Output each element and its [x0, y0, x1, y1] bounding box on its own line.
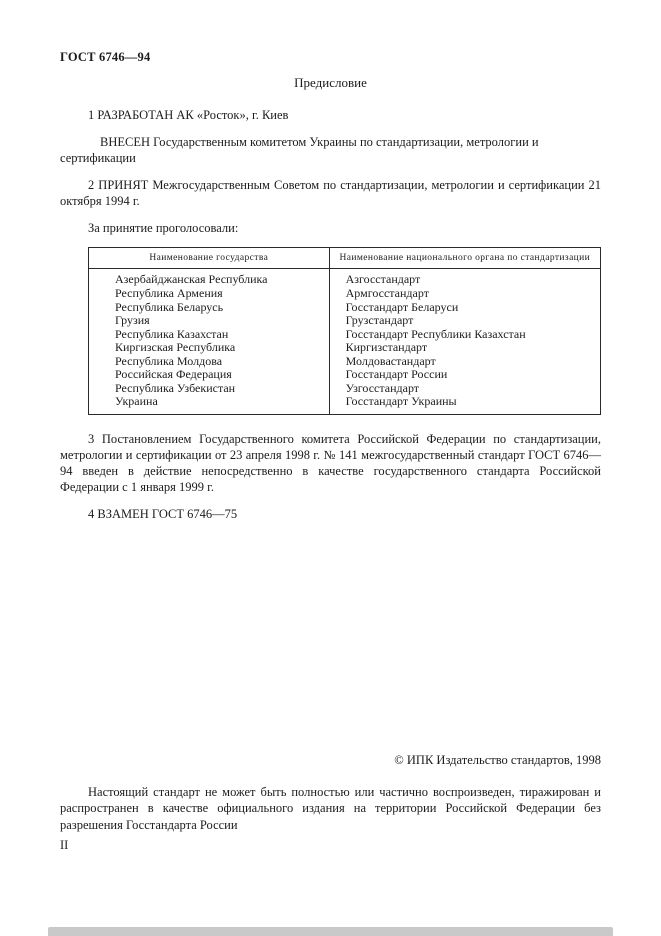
distribution-notice: Настоящий стандарт не может быть полностью или частично воспроизведен, тиражирован и распространен в качестве официального издания на территории Российской Федерации без разрешения Госстандарта России [60, 785, 601, 832]
table-cell: Армгосстандарт [345, 285, 429, 300]
table-row [89, 287, 601, 301]
table-cell: Киргизстандарт [345, 340, 428, 355]
table-row [89, 269, 601, 287]
table-row [89, 301, 601, 315]
table-header-state: Наименование государства [89, 248, 330, 269]
table-cell: Республика Казахстан [89, 328, 330, 342]
table-row [89, 382, 601, 396]
vote-intro: За принятие проголосовали: [88, 221, 239, 235]
table-row [89, 395, 601, 414]
table-cell: Киргизская Республика [89, 341, 330, 355]
doc-code: ГОСТ 6746—94 [60, 50, 151, 64]
vote-table [88, 247, 601, 415]
table-cell: Республика Армения [89, 287, 330, 301]
table-cell: Азгосстандарт [345, 272, 421, 287]
table-cell: Госстандарт Республики Казахстан [345, 326, 526, 341]
table-cell: Республика Беларусь [89, 301, 330, 315]
table-cell: Грузстандарт [345, 313, 414, 328]
table-header-body: Наименование национального органа по стандартизации [329, 248, 600, 269]
table-header-row [89, 248, 601, 269]
clause-1-submitted: ВНЕСЕН Государственным комитетом Украины по стандартизации, метрологии и сертификации [60, 135, 539, 165]
table-cell: Молдовастандарт [345, 353, 436, 368]
table-cell: Госстандарт России [345, 367, 448, 382]
vote-table-body [89, 269, 601, 414]
page-number: II [60, 838, 69, 852]
clause-2: 2 ПРИНЯТ Межгосударственным Советом по стандартизации, метрологии и сертификации 21 октября 1994 г. [60, 178, 601, 208]
table-cell: Госстандарт Беларуси [345, 299, 459, 314]
scan-edge-artifact [48, 927, 613, 936]
table-row [89, 328, 601, 342]
clause-1: 1 РАЗРАБОТАН АК «Росток», г. Киев [88, 108, 289, 122]
table-cell: Украина [89, 395, 330, 414]
table-cell: Грузия [89, 314, 330, 328]
table-row [89, 341, 601, 355]
table-cell: Узгосстандарт [345, 380, 420, 395]
table-cell: Азербайджанская Республика [89, 269, 330, 287]
table-row [89, 368, 601, 382]
vote-table-head [89, 248, 601, 269]
table-cell: Госстандарт Украины [345, 394, 457, 409]
clause-3: 3 Постановлением Государственного комитета Российской Федерации по стандартизации, метрологии и сертификации от 23 апреля 1998 г. № 141 межгосударственный стандарт ГОСТ 6746—94 введен в действие непосредственно в качестве государственного стандарта Российской Федерации с 1 января 1999 г. [60, 431, 601, 494]
preface-title: Предисловие [294, 75, 367, 90]
table-cell: Республика Молдова [89, 355, 330, 369]
copyright-line: © ИПК Издательство стандартов, 1998 [394, 753, 601, 767]
table-cell: Республика Узбекистан [89, 382, 330, 396]
table-row [89, 355, 601, 369]
clause-4: 4 ВЗАМЕН ГОСТ 6746—75 [88, 506, 238, 521]
table-row [89, 314, 601, 328]
table-cell: Российская Федерация [89, 368, 330, 382]
